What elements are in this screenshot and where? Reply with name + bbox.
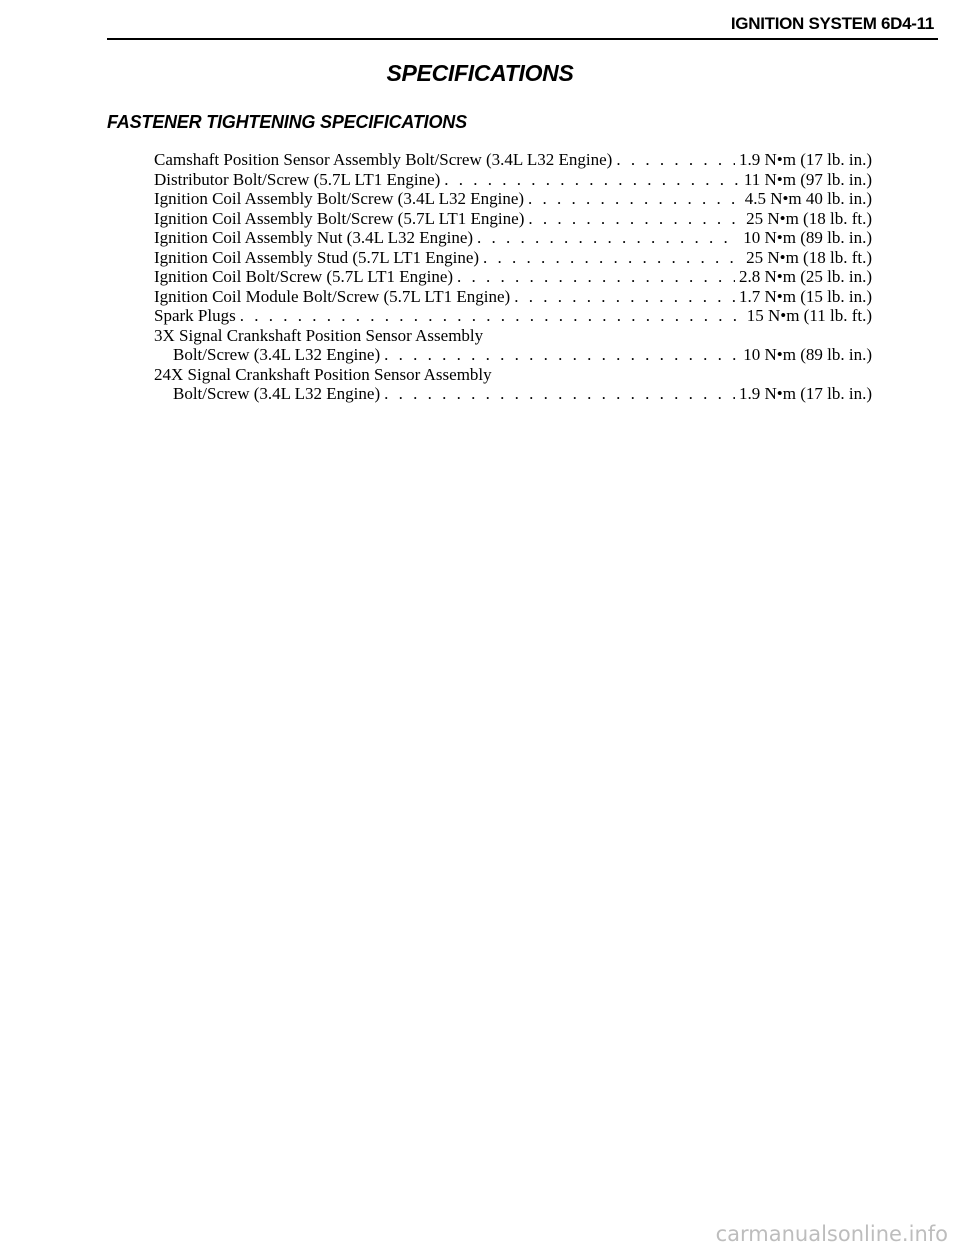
spec-label: Bolt/Screw (3.4L L32 Engine) [173, 345, 381, 364]
spec-value: 10 N•m (89 lb. in.) [743, 228, 872, 247]
spec-value: 15 N•m (11 lb. ft.) [746, 306, 872, 325]
dot-leader [616, 150, 735, 170]
spec-value: 2.8 N•m (25 lb. in.) [739, 267, 872, 286]
running-header: IGNITION SYSTEM 6D4-11 [730, 14, 934, 33]
dot-leader [444, 170, 740, 190]
spec-value: 1.7 N•m (15 lb. in.) [739, 286, 872, 306]
spec-label: Distributor Bolt/Screw (5.7L LT1 Engine) [154, 169, 441, 189]
spec-row [154, 209, 872, 229]
spec-label: Ignition Coil Assembly Stud (5.7L LT1 Engine) [154, 247, 480, 267]
spec-row [154, 228, 872, 248]
spec-label: Camshaft Position Sensor Assembly Bolt/Screw (3.4L L32 Engine) [154, 150, 613, 169]
spec-list [154, 150, 872, 404]
dot-leader [384, 345, 739, 365]
spec-row [154, 189, 872, 209]
dot-leader [483, 248, 742, 268]
spec-row [154, 345, 872, 365]
spec-label: Ignition Coil Assembly Bolt/Screw (5.7L LT1 Engine) [154, 208, 525, 228]
spec-value: 11 N•m (97 lb. in.) [743, 169, 872, 189]
spec-row [154, 306, 872, 326]
dot-leader [457, 267, 735, 287]
spec-label: Bolt/Screw (3.4L L32 Engine) [173, 384, 381, 403]
spec-value: 1.9 N•m (17 lb. in.) [739, 384, 872, 403]
spec-row [154, 287, 872, 307]
spec-value: 10 N•m (89 lb. in.) [743, 345, 872, 364]
spec-row [154, 170, 872, 190]
spec-label: Ignition Coil Bolt/Screw (5.7L LT1 Engine) [154, 267, 454, 286]
watermark: carmanualsonline.info [715, 1222, 948, 1246]
spec-value: 1.9 N•m (17 lb. in.) [739, 150, 872, 169]
header-rule [107, 38, 938, 40]
dot-leader [528, 209, 742, 229]
section-title: FASTENER TIGHTENING SPECIFICATIONS [107, 112, 467, 132]
dot-leader [384, 384, 735, 404]
spec-heading: 24X Signal Crankshaft Position Sensor Assembly [154, 364, 492, 384]
spec-value: 25 N•m (18 lb. ft.) [746, 247, 872, 267]
dot-leader [477, 228, 739, 248]
spec-row [154, 267, 872, 287]
spec-label: Spark Plugs [154, 306, 236, 325]
dot-leader [514, 287, 735, 307]
dot-leader [240, 306, 743, 326]
spec-heading: 3X Signal Crankshaft Position Sensor Assembly [154, 325, 484, 345]
page-title: SPECIFICATIONS [386, 60, 574, 86]
spec-label: Ignition Coil Module Bolt/Screw (5.7L LT1 Engine) [154, 286, 511, 306]
spec-row [154, 248, 872, 268]
spec-row [154, 384, 872, 404]
spec-label: Ignition Coil Assembly Nut (3.4L L32 Engine) [154, 228, 474, 247]
spec-value: 25 N•m (18 lb. ft.) [746, 208, 872, 228]
spec-value: 4.5 N•m 40 lb. in.) [744, 189, 872, 208]
spec-row [154, 150, 872, 170]
dot-leader [528, 189, 741, 209]
spec-label: Ignition Coil Assembly Bolt/Screw (3.4L L32 Engine) [154, 189, 525, 208]
